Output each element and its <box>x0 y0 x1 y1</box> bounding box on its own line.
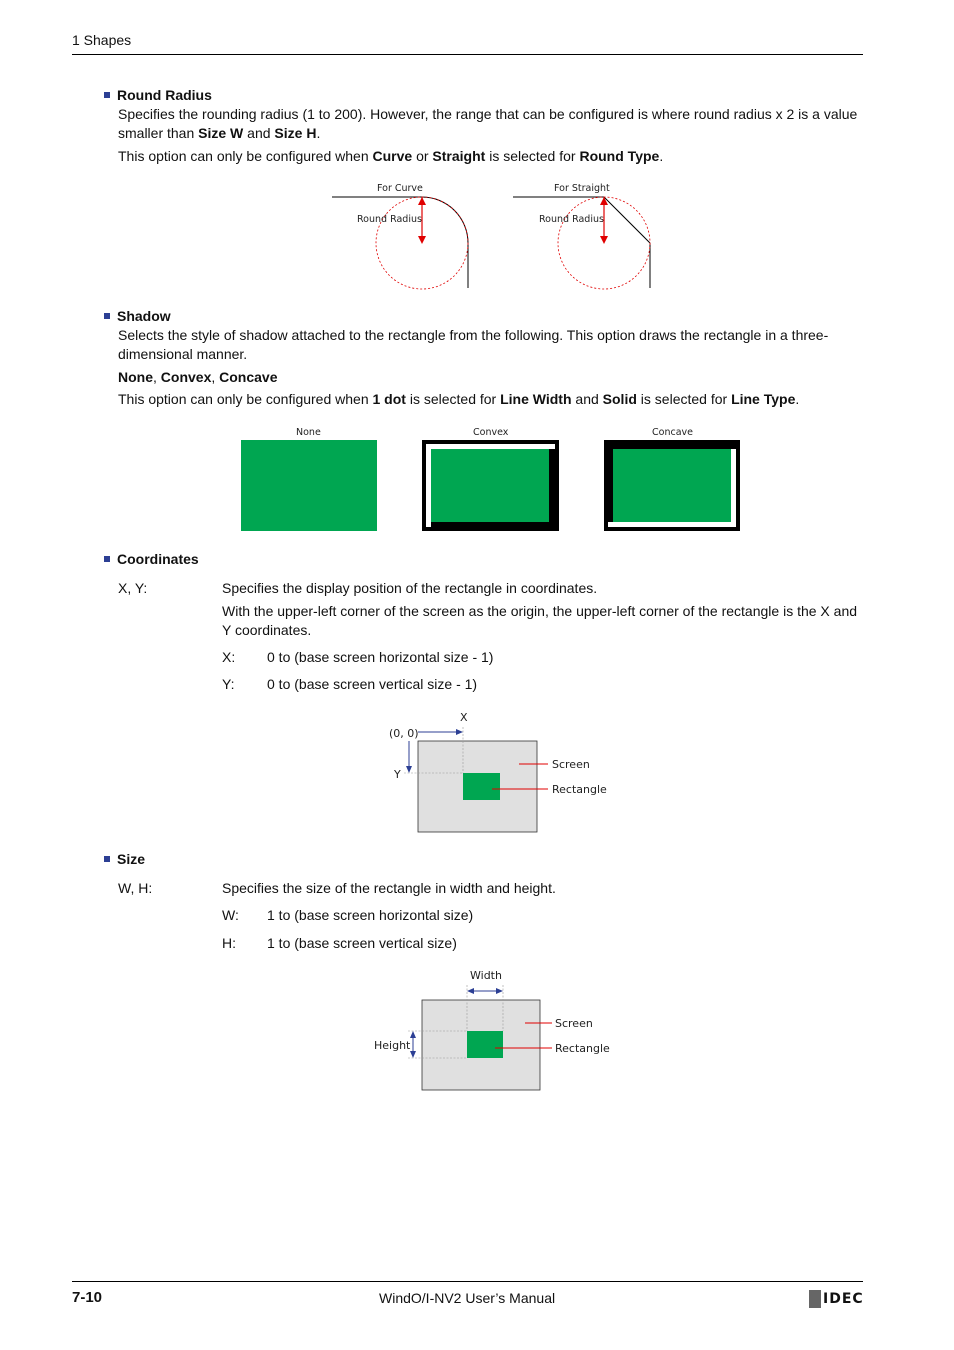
coord-fig-x: X <box>460 711 468 724</box>
fig-straight-radius-label: Round Radius <box>539 214 604 225</box>
shadow-condition: This option can only be configured when 1 dot is selected for Line Width and Solid is selected for Line Type. <box>118 391 800 407</box>
fig-curve-radius-label: Round Radius <box>357 214 422 225</box>
size-term: W, H: <box>118 880 153 896</box>
coordinates-y-key: Y: <box>222 676 235 692</box>
coordinates-desc1: Specifies the display position of the rectangle in coordinates. <box>222 580 598 596</box>
shadow-title: Shadow <box>104 307 171 325</box>
size-fig-screen: Screen <box>555 1017 593 1030</box>
fig-straight-title: For Straight <box>554 183 610 194</box>
round-radius-desc: Specifies the rounding radius (1 to 200). However, the range that can be configured is where round radius x 2 is a value smaller than Size W and Size H. <box>118 106 858 141</box>
fig-shadow-concave-label: Concave <box>652 427 693 438</box>
size-h-val: 1 to (base screen vertical size) <box>267 935 457 951</box>
coordinates-y-val: 0 to (base screen vertical size - 1) <box>267 676 478 692</box>
footer-manual-title: WindO/I-NV2 User’s Manual <box>379 1290 556 1306</box>
size-h-key: H: <box>222 935 236 951</box>
size-w-key: W: <box>222 907 239 923</box>
size-width-arrow-right-icon <box>496 988 503 994</box>
header-section: 1 Shapes <box>72 32 132 48</box>
size-desc1: Specifies the size of the rectangle in width and height. <box>222 880 556 896</box>
fig-shadow-none-label: None <box>296 427 321 438</box>
round-radius-title: Round Radius <box>104 86 212 104</box>
footer-rule <box>72 1281 863 1282</box>
coordinates-title: Coordinates <box>104 550 199 568</box>
shadow-options: None, Convex, Concave <box>118 369 278 385</box>
footer-page-number: 7-10 <box>72 1289 103 1306</box>
size-title: Size <box>104 850 145 868</box>
size-height-arrow-up-icon <box>410 1031 416 1038</box>
fig-curve-title: For Curve <box>377 183 423 194</box>
coord-fig-rect: Rectangle <box>552 783 607 796</box>
size-width-arrow-left-icon <box>467 988 474 994</box>
size-w-val: 1 to (base screen horizontal size) <box>267 907 474 923</box>
size-fig-width: Width <box>470 969 502 982</box>
coordinates-x-key: X: <box>222 649 236 665</box>
size-fig-height: Height <box>374 1039 411 1052</box>
idec-logo-icon <box>809 1290 821 1308</box>
coordinates-x-val: 0 to (base screen horizontal size - 1) <box>267 649 494 665</box>
coordinates-term: X, Y: <box>118 580 148 596</box>
round-radius-condition: This option can only be configured when Curve or Straight is selected for Round Type. <box>118 148 664 164</box>
fig-shadow-convex-label: Convex <box>473 427 509 438</box>
coord-fig-screen: Screen <box>552 758 590 771</box>
size-fig-rect: Rectangle <box>555 1042 610 1055</box>
size-height-arrow-down-icon <box>410 1051 416 1058</box>
size-rectangle <box>467 1031 503 1058</box>
shadow-desc: Selects the style of shadow attached to the rectangle from the following. This option draws the rectangle in a three-dimensional manner. <box>118 327 829 362</box>
coordinates-desc2: With the upper-left corner of the screen as the origin, the upper-left corner of the rectangle is the X and Y coordinates. <box>222 603 858 638</box>
coord-fig-origin: (0, 0) <box>389 727 419 740</box>
footer-logo: IDEC <box>809 1290 864 1308</box>
coord-fig-y: Y <box>394 768 401 781</box>
